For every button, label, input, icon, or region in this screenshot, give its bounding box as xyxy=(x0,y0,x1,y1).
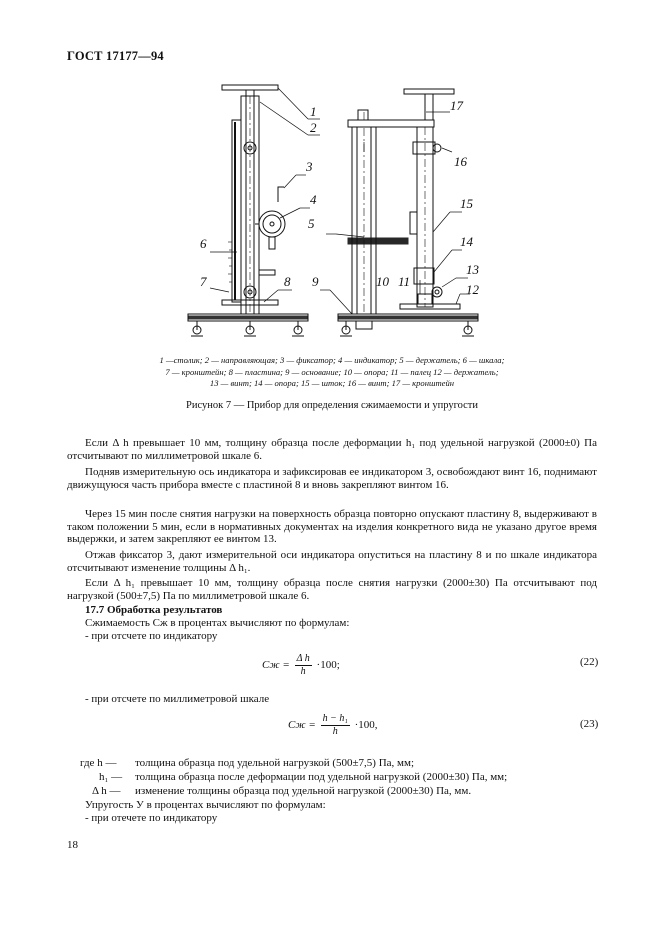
paragraph: Если Δ h₁ превышает 10 мм, толщину образца после снятия нагрузки (2000±30) Па отсчитывают под нагрузкой (500±7,5) Па по миллиметровой шкале 6. xyxy=(67,577,597,602)
definition-symbol: Δ h — xyxy=(92,785,121,797)
paragraph: Через 15 мин после снятия нагрузки на поверхность образца повторно опускают пластину 8, выдерживают в таком положении 5 мин, если в нормативных документах на изделия конкретного вида не указано другое время выдержки, и затем закрепляют ее винтом 13. xyxy=(67,508,597,546)
page-number: 18 xyxy=(67,839,78,851)
formula-22 xyxy=(262,653,340,678)
label-6: 6 xyxy=(200,236,207,251)
definition-symbol: где h — xyxy=(80,757,117,769)
definition-text: толщина образца под удельной нагрузкой (500±7,5) Па, мм; xyxy=(135,757,415,769)
formula-denominator: h xyxy=(332,726,338,737)
label-5: 5 xyxy=(308,216,315,231)
formula-23 xyxy=(288,713,377,738)
paragraph: - при отсчете по миллиметровой шкале xyxy=(85,693,270,705)
figure-caption: Рисунок 7 — Прибор для определения сжимаемости и упругости xyxy=(186,400,478,411)
label-7: 7 xyxy=(200,274,207,289)
document-header: ГОСТ 17177—94 xyxy=(67,49,164,63)
formula-fraction xyxy=(321,713,350,738)
paragraph: Подняв измерительную ось индикатора и зафиксировав ее индикатором 3, освобождают винт 16, поднимают движущуюся часть прибора вместе с пластиной 8 и вновь закрепляют винтом 16. xyxy=(67,466,597,491)
paragraph: - при отечете по индикатору xyxy=(85,812,218,824)
label-16: 16 xyxy=(454,154,467,169)
apparatus-figure xyxy=(180,82,510,340)
paragraph: Сжимаемость Сж в процентах вычисляют по формулам: xyxy=(85,617,350,629)
definition-text: изменение толщины образца под удельной нагрузкой (2000±30) Па, мм. xyxy=(135,785,472,797)
formula-tail: ·100, xyxy=(354,719,378,732)
equation-number: (22) xyxy=(580,656,599,668)
definition-text: толщина образца после деформации под удельной нагрузкой (2000±30) Па, мм; xyxy=(135,771,508,783)
label-8: 8 xyxy=(284,274,291,289)
formula-numerator: h − h₁ xyxy=(322,713,348,724)
label-4: 4 xyxy=(310,192,317,207)
legend-line: 1 —столик; 2 — направляющая; 3 — фиксатор; 4 — индикатор; 5 — держатель; 6 — шкала; xyxy=(159,355,505,365)
label-3: 3 xyxy=(306,159,313,174)
label-2: 2 xyxy=(310,120,317,135)
paragraph: Если Δ h превышает 10 мм, толщину образца после деформации h₁ под удельной нагрузкой (2000±0) Па отсчитывают по миллиметровой шкале 6. xyxy=(67,437,597,462)
legend-line: 7 — кронштейн; 8 — пластина; 9 — основание; 10 — опора; 11 — палец 12 — держатель; xyxy=(165,366,499,377)
label-10: 10 xyxy=(376,274,389,289)
label-9: 9 xyxy=(312,274,319,289)
paragraph: Отжав фиксатор 3, дают измерительной оси индикатора опуститься на пластину 8 и по шкале индикатора отсчитывают изменение толщины Δ h₁. xyxy=(67,549,597,574)
figure-legend xyxy=(67,355,597,390)
label-14: 14 xyxy=(460,234,473,249)
label-11: 11 xyxy=(398,274,411,289)
equation-number: (23) xyxy=(580,718,599,730)
formula-lhs: Сж = xyxy=(262,659,290,672)
label-12: 12 xyxy=(466,282,479,297)
formula-tail: ·100; xyxy=(316,659,340,672)
section-heading: 17.7 Обработка результатов xyxy=(85,604,223,616)
paragraph: - при отсчете по индикатору xyxy=(85,630,218,642)
formula-fraction xyxy=(295,653,312,678)
paragraph: Упругость У в процентах вычисляют по формулам: xyxy=(85,799,326,811)
label-17: 17 xyxy=(450,98,463,113)
right-device xyxy=(338,89,478,336)
label-15: 15 xyxy=(460,196,473,211)
label-1: 1 xyxy=(310,104,317,119)
formula-numerator: Δ h xyxy=(296,653,310,664)
formula-denominator: h xyxy=(300,666,306,677)
definition-symbol: h₁ — xyxy=(99,771,123,783)
label-13: 13 xyxy=(466,262,479,277)
formula-lhs: Сж = xyxy=(288,719,316,732)
legend-line: 13 — винт; 14 — опора; 15 — шток; 16 — винт; 17 — кронштейн xyxy=(209,378,455,388)
